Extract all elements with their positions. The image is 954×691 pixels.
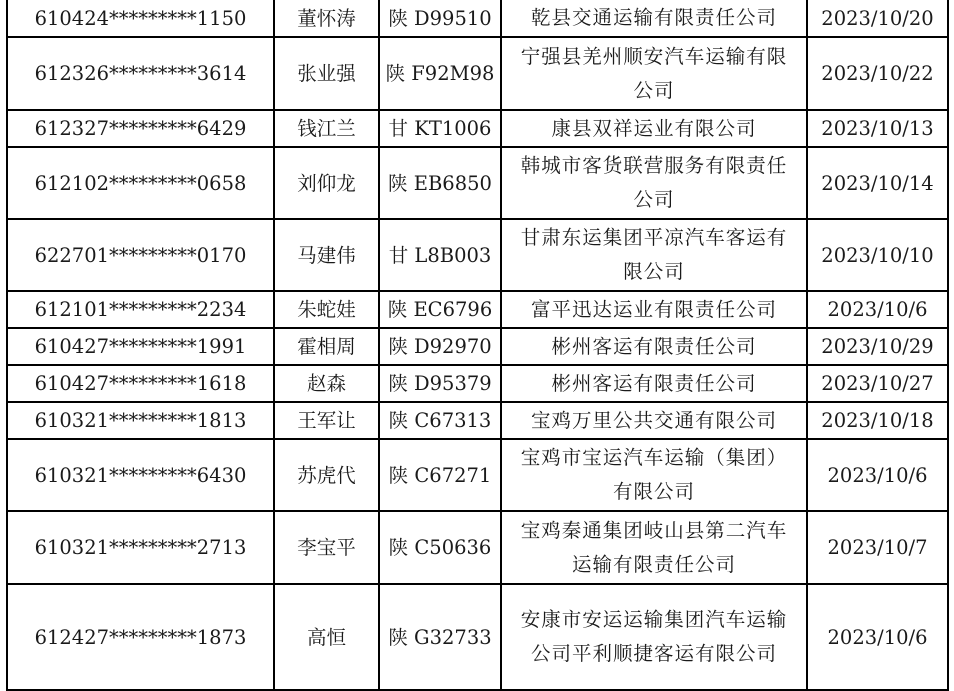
id-number-cell: 612101*********2234 [7, 291, 274, 328]
name-cell: 王军让 [274, 402, 379, 439]
date-cell: 2023/10/7 [807, 511, 948, 584]
name-cell: 董怀涛 [274, 0, 379, 37]
name-cell: 赵森 [274, 365, 379, 402]
plate-cell: 陕 C67313 [379, 402, 501, 439]
table-row [7, 511, 948, 584]
table-row [7, 110, 948, 147]
plate-cell: 陕 F92M98 [379, 37, 501, 110]
table-row [7, 584, 948, 690]
plate-cell: 陕 EB6850 [379, 147, 501, 219]
name-cell: 钱江兰 [274, 110, 379, 147]
name-cell: 霍相周 [274, 328, 379, 365]
plate-cell: 陕 D99510 [379, 0, 501, 37]
id-number-cell: 610321*********1813 [7, 402, 274, 439]
date-cell: 2023/10/14 [807, 147, 948, 219]
company-cell: 宝鸡秦通集团岐山县第二汽车运输有限责任公司 [501, 511, 807, 584]
name-cell: 刘仰龙 [274, 147, 379, 219]
date-cell: 2023/10/10 [807, 219, 948, 291]
date-cell: 2023/10/18 [807, 402, 948, 439]
plate-cell: 甘 KT1006 [379, 110, 501, 147]
name-cell: 张业强 [274, 37, 379, 110]
plate-cell: 陕 C50636 [379, 511, 501, 584]
plate-cell: 陕 G32733 [379, 584, 501, 690]
date-cell: 2023/10/6 [807, 584, 948, 690]
table-row [7, 291, 948, 328]
table-row [7, 328, 948, 365]
company-cell: 富平迅达运业有限责任公司 [501, 291, 807, 328]
name-cell: 高恒 [274, 584, 379, 690]
date-cell: 2023/10/6 [807, 439, 948, 511]
plate-cell: 陕 C67271 [379, 439, 501, 511]
id-number-cell: 610424*********1150 [7, 0, 274, 37]
date-cell: 2023/10/6 [807, 291, 948, 328]
date-cell: 2023/10/20 [807, 0, 948, 37]
date-cell: 2023/10/22 [807, 37, 948, 110]
name-cell: 马建伟 [274, 219, 379, 291]
id-number-cell: 622701*********0170 [7, 219, 274, 291]
company-cell: 康县双祥运业有限公司 [501, 110, 807, 147]
id-number-cell: 612327*********6429 [7, 110, 274, 147]
company-cell: 乾县交通运输有限责任公司 [501, 0, 807, 37]
date-cell: 2023/10/13 [807, 110, 948, 147]
table-row [7, 365, 948, 402]
plate-cell: 陕 D92970 [379, 328, 501, 365]
plate-cell: 甘 L8B003 [379, 219, 501, 291]
company-cell: 韩城市客货联营服务有限责任公司 [501, 147, 807, 219]
table-row [7, 219, 948, 291]
name-cell: 李宝平 [274, 511, 379, 584]
name-cell: 朱蛇娃 [274, 291, 379, 328]
company-cell: 宝鸡万里公共交通有限公司 [501, 402, 807, 439]
table-row [7, 147, 948, 219]
table-row [7, 37, 948, 110]
records-table [6, 0, 949, 691]
id-number-cell: 610321*********6430 [7, 439, 274, 511]
id-number-cell: 610427*********1618 [7, 365, 274, 402]
company-cell: 彬州客运有限责任公司 [501, 328, 807, 365]
plate-cell: 陕 D95379 [379, 365, 501, 402]
id-number-cell: 610321*********2713 [7, 511, 274, 584]
table-row [7, 439, 948, 511]
company-cell: 宁强县羌州顺安汽车运输有限公司 [501, 37, 807, 110]
id-number-cell: 610427*********1991 [7, 328, 274, 365]
date-cell: 2023/10/29 [807, 328, 948, 365]
company-cell: 甘肃东运集团平凉汽车客运有限公司 [501, 219, 807, 291]
id-number-cell: 612427*********1873 [7, 584, 274, 690]
table-row [7, 0, 948, 37]
plate-cell: 陕 EC6796 [379, 291, 501, 328]
name-cell: 苏虎代 [274, 439, 379, 511]
company-cell: 彬州客运有限责任公司 [501, 365, 807, 402]
id-number-cell: 612326*********3614 [7, 37, 274, 110]
company-cell: 宝鸡市宝运汽车运输（集团）有限公司 [501, 439, 807, 511]
company-cell: 安康市安运运输集团汽车运输公司平利顺捷客运有限公司 [501, 584, 807, 690]
id-number-cell: 612102*********0658 [7, 147, 274, 219]
table-row [7, 402, 948, 439]
date-cell: 2023/10/27 [807, 365, 948, 402]
